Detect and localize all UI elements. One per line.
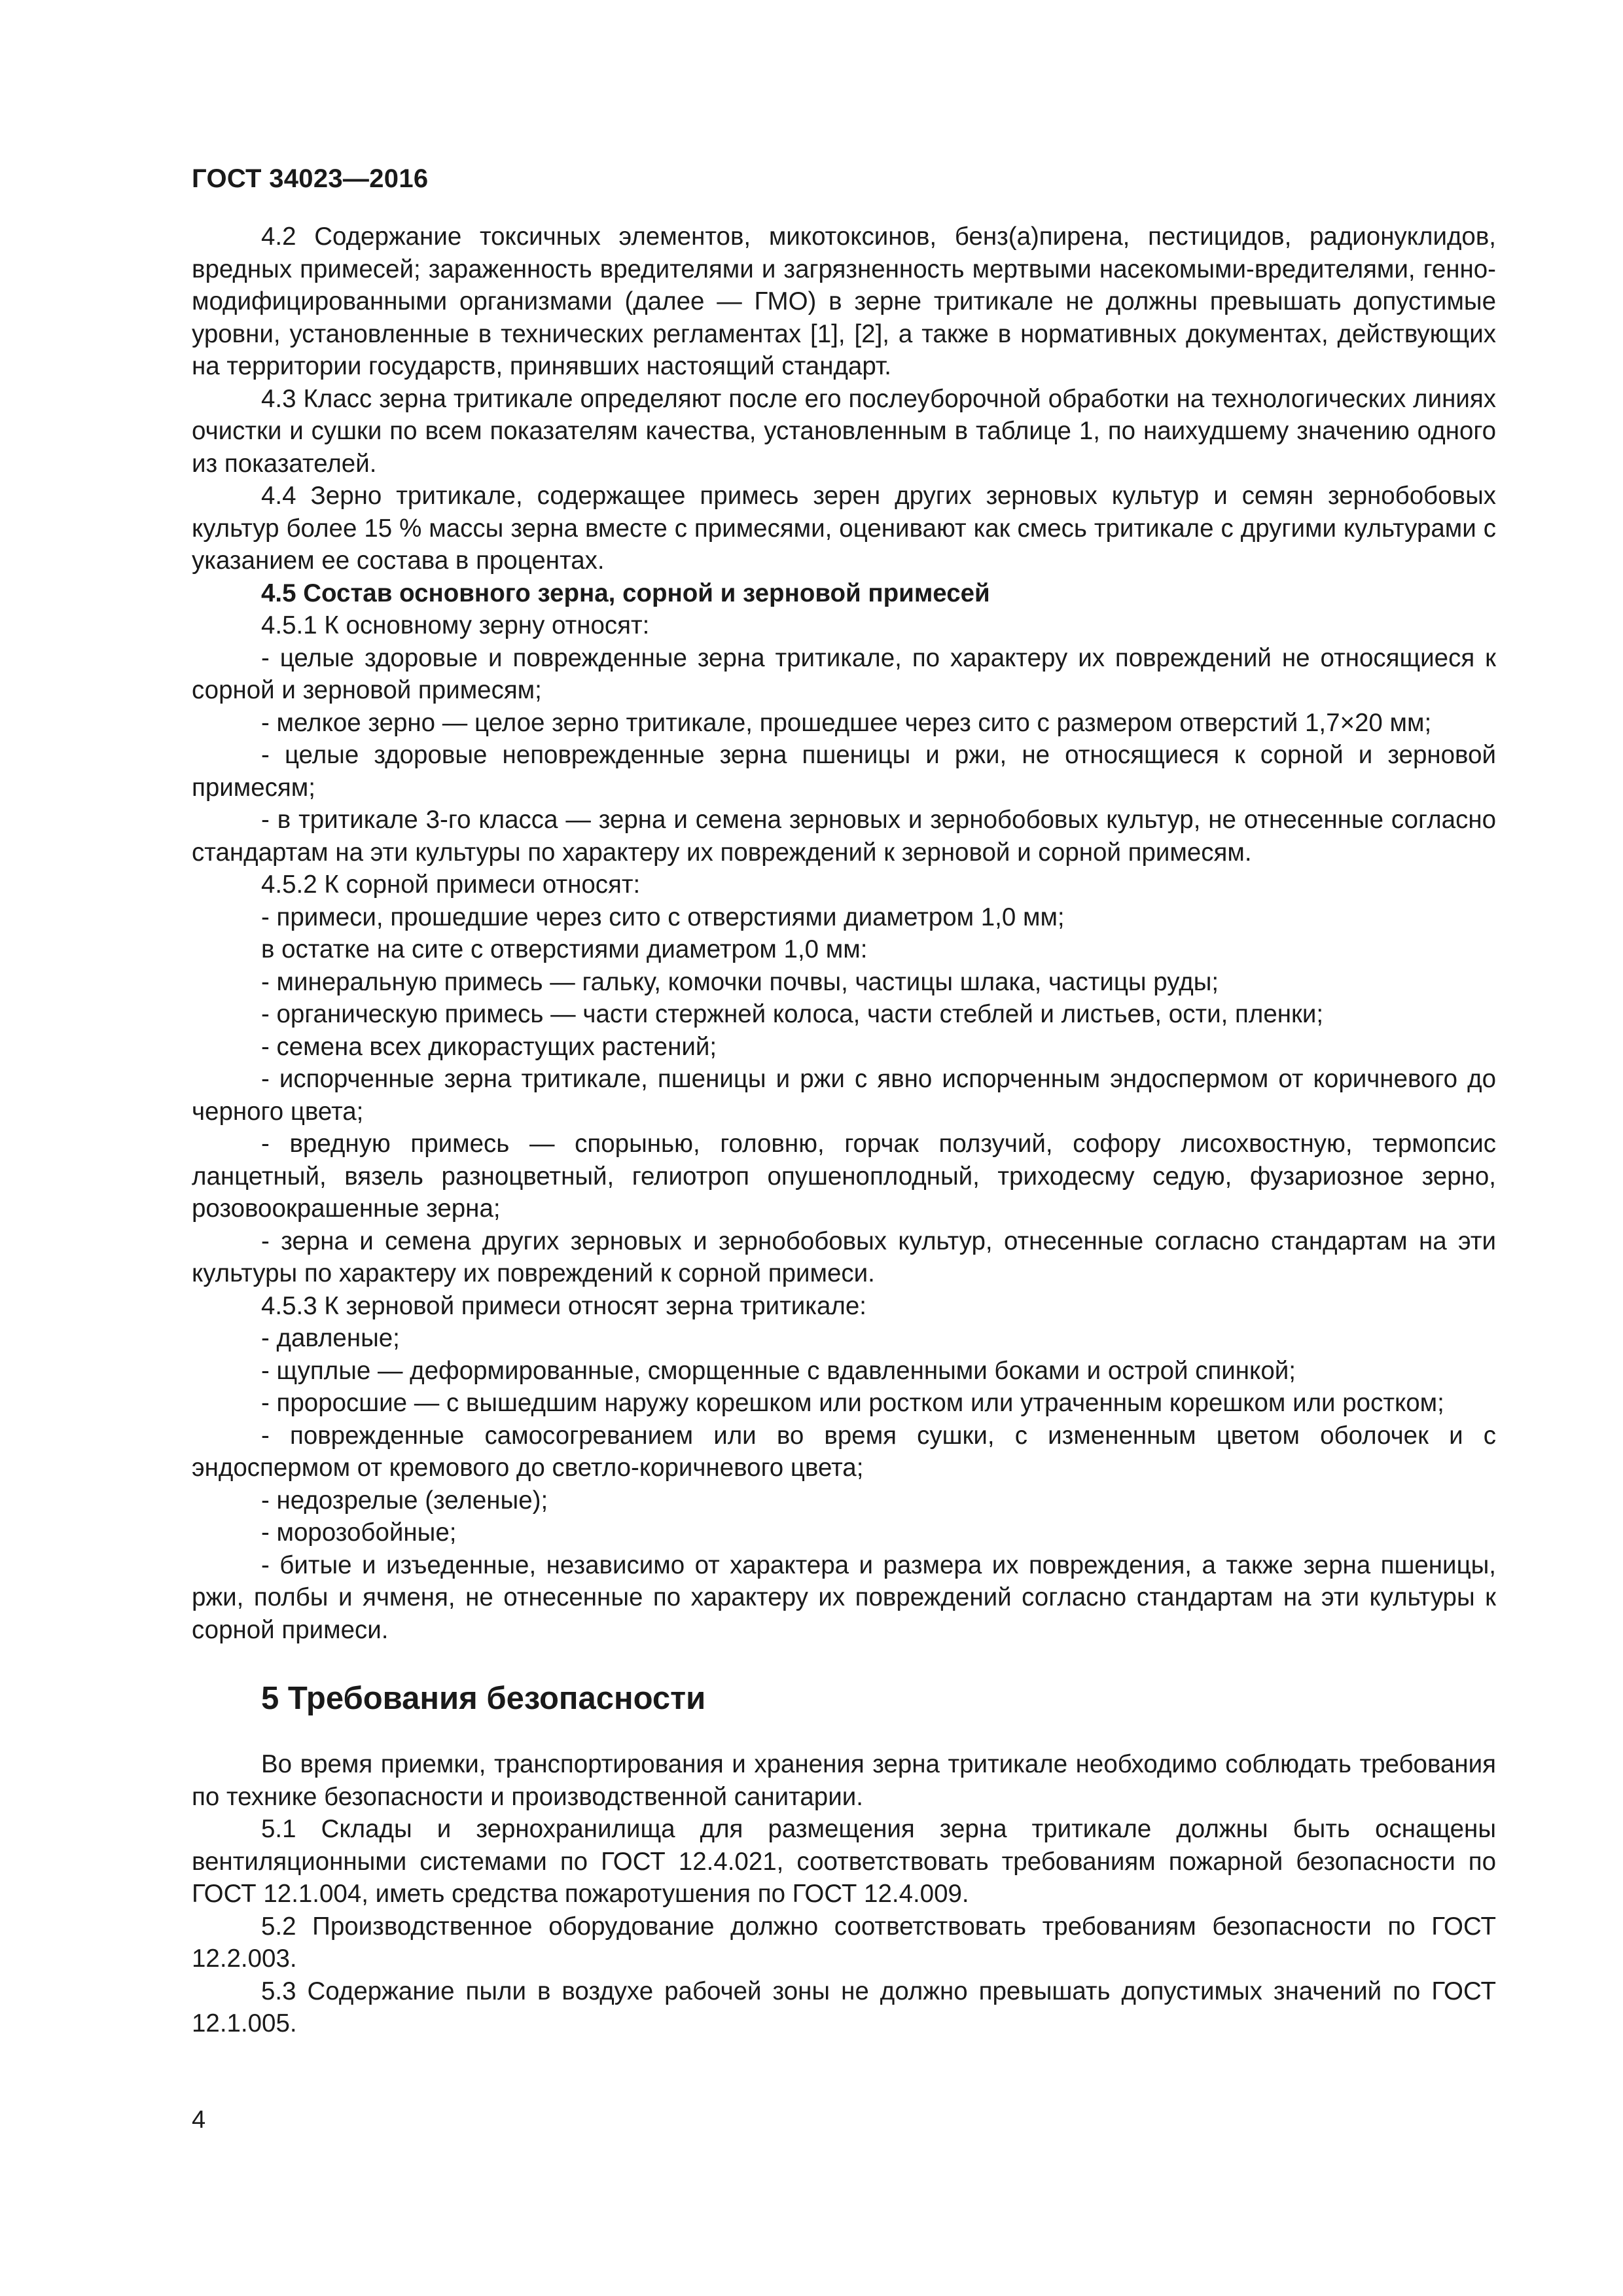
paragraph-4-2: 4.2 Содержание токсичных элементов, микотоксинов, бенз(а)пирена, пестицидов, радионуклидов, вредных примесей; зараженность вредителями и загрязненность мертвыми насекомыми-вредителями, генно-модифицированными организмами (далее — ГМО) в зерне тритикале не должны превышать допустимые уровни, установленные в технических регламентах [1], [2], а также в нормативных документах, действующих на территории государств, принявших настоящий стандарт.	[192, 223, 1496, 380]
paragraph-4-5-3: 4.5.3 К зерновой примеси относят зерна тритикале:	[261, 1291, 866, 1320]
list-item: - семена всех дикорастущих растений;	[261, 1032, 717, 1061]
page-number: 4	[192, 2106, 206, 2134]
paragraph-4-4: 4.4 Зерно тритикале, содержащее примесь зерен других зерновых культур и семян зернобобовых культур более 15 % массы зерна вместе с примесями, оценивают как смесь тритикале с другими культурами с указанием ее состава в процентах.	[192, 482, 1496, 575]
list-item: - в тритикале 3-го класса — зерна и семена зерновых и зернобобовых культур, не отнесенные согласно стандартам на эти культуры по характеру их повреждений к зерновой и сорной примесям.	[192, 806, 1496, 867]
list-item: - минеральную примесь — гальку, комочки почвы, частицы шлака, частицы руды;	[261, 967, 1219, 996]
list-item: - битые и изъеденные, независимо от характера и размера их повреждения, а также зерна пшеницы, ржи, полбы и ячменя, не отнесенные по характеру их повреждений согласно стандартам на эти культуры к сорной примеси.	[192, 1551, 1496, 1644]
list-item: - органическую примесь — части стержней колоса, части стеблей и листьев, ости, пленки;	[261, 1000, 1324, 1028]
paragraph-residue: в остатке на сите с отверстиями диаметром 1,0 мм:	[261, 935, 868, 963]
paragraph-4-5-1: 4.5.1 К основному зерну относят:	[261, 611, 650, 639]
list-item: - недозрелые (зеленые);	[261, 1486, 548, 1515]
paragraph-5-intro: Во время приемки, транспортирования и хранения зерна тритикале необходимо соблюдать требования по технике безопасности и производственной санитарии.	[192, 1750, 1496, 1811]
document-code-header: ГОСТ 34023—2016	[192, 164, 429, 193]
paragraph-5-2: 5.2 Производственное оборудование должно соответствовать требованиям безопасности по ГОСТ 12.2.003.	[192, 1912, 1496, 1973]
list-item: - вредную примесь — спорынью, головню, горчак ползучий, софору лисохвостную, термопсис ланцетный, вязель разноцветный, гелиотроп опушеноплодный, триходесму седую, фузариозное зерно, розовоокрашенные зерна;	[192, 1130, 1496, 1223]
paragraph-4-5-2: 4.5.2 К сорной примеси относят:	[261, 870, 641, 899]
list-item: - испорченные зерна тритикале, пшеницы и ржи с явно испорченным эндоспермом от коричневого до черного цвета;	[192, 1065, 1496, 1126]
list-item: - проросшие — с вышедшим наружу корешком или ростком или утраченным корешком или ростком;	[261, 1389, 1444, 1417]
list-item: - мелкое зерно — целое зерно тритикале, прошедшее через сито с размером отверстий 1,7×20 мм;	[261, 708, 1432, 737]
list-item: - целые здоровые неповрежденные зерна пшеницы и ржи, не относящиеся к сорной и зерновой примесям;	[192, 741, 1496, 802]
paragraph-5-3: 5.3 Содержание пыли в воздухе рабочей зоны не должно превышать допустимых значений по ГОСТ 12.1.005.	[192, 1977, 1496, 2037]
list-item: - примеси, прошедшие через сито с отверстиями диаметром 1,0 мм;	[261, 903, 1065, 931]
paragraph-4-3: 4.3 Класс зерна тритикале определяют после его послеуборочной обработки на технологических линиях очистки и сушки по всем показателям качества, установленным в таблице 1, по наихудшему значению одного из показателей.	[192, 384, 1496, 478]
list-item: - щуплые — деформированные, сморщенные с вдавленными боками и острой спинкой;	[261, 1356, 1296, 1385]
section-title-5: 5 Требования безопасности	[261, 1681, 706, 1716]
list-item: - давленые;	[261, 1324, 400, 1352]
document-body	[192, 221, 1496, 2040]
list-item: - поврежденные самосогреванием или во время сушки, с измененным цветом оболочек и с эндоспермом от кремового до светло-коричневого цвета;	[192, 1421, 1496, 1482]
list-item: - целые здоровые и поврежденные зерна тритикале, по характеру их повреждений не относящиеся к сорной и зерновой примесям;	[192, 643, 1496, 704]
list-item: - зерна и семена других зерновых и зернобобовых культур, отнесенные согласно стандартам на эти культуры по характеру их повреждений к сорной примеси.	[192, 1227, 1496, 1287]
list-item: - морозобойные;	[261, 1518, 457, 1547]
subsection-title-4-5: 4.5 Состав основного зерна, сорной и зерновой примесей	[261, 579, 990, 607]
paragraph-5-1: 5.1 Склады и зернохранилища для размещения зерна тритикале должны быть оснащены вентиляционными системами по ГОСТ 12.4.021, соответствовать требованиям пожарной безопасности по ГОСТ 12.1.004, иметь средства пожаротушения по ГОСТ 12.4.009.	[192, 1815, 1496, 1908]
